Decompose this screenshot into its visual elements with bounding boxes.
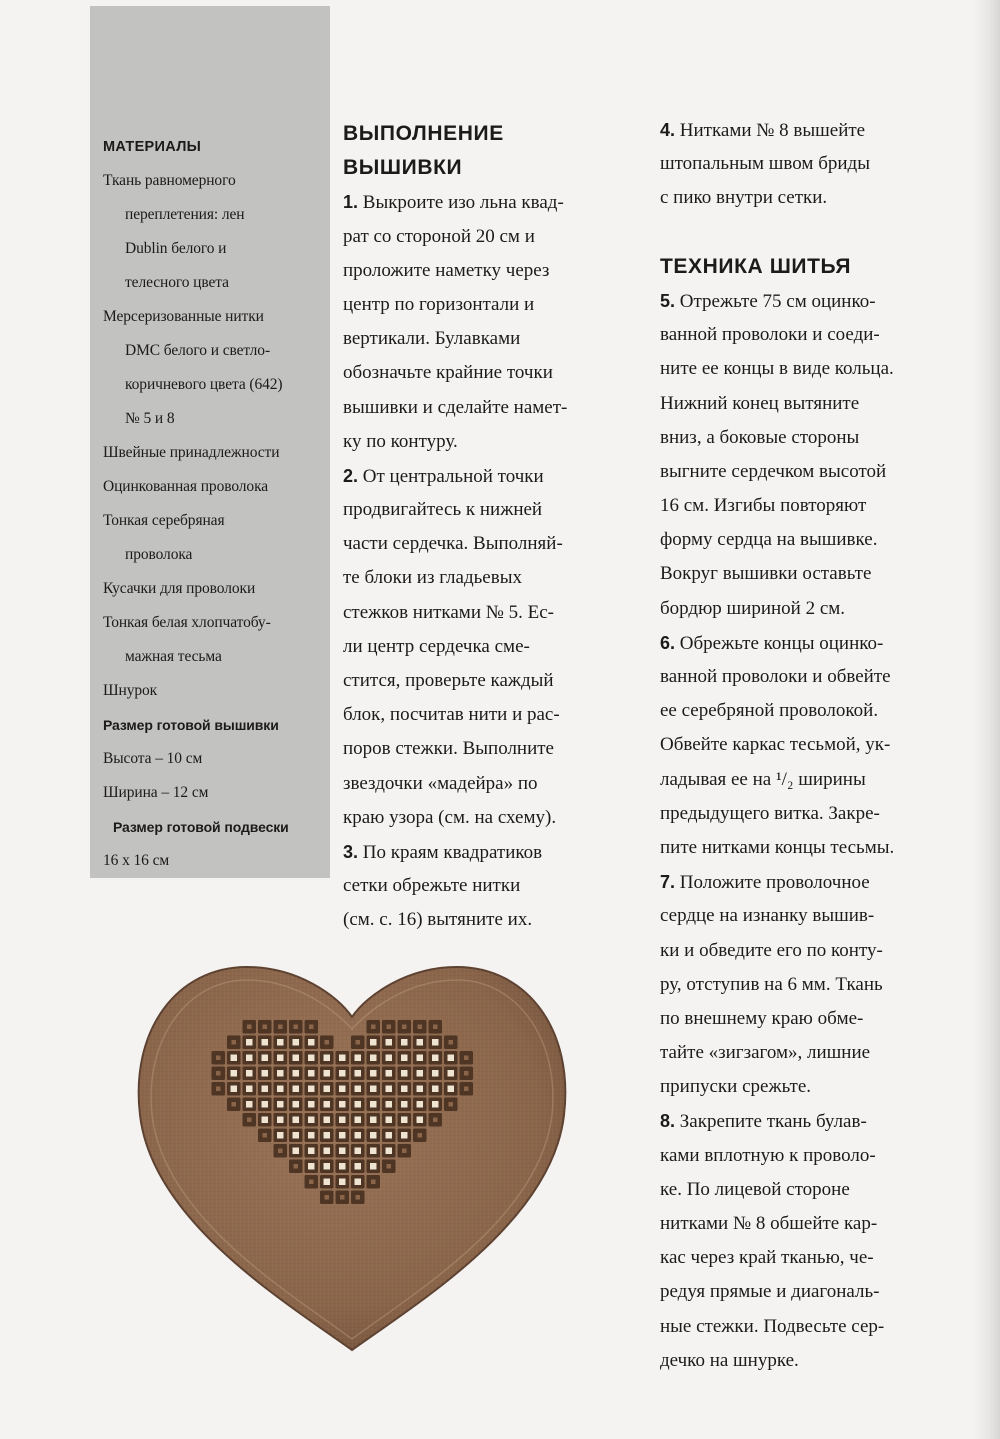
cutwork-hole bbox=[355, 1132, 362, 1139]
cutwork-hole bbox=[278, 1025, 283, 1030]
cutwork-hole bbox=[216, 1087, 221, 1092]
step-line: тайте «зигзагом», лишние bbox=[660, 1042, 871, 1064]
cutwork-hole bbox=[401, 1101, 408, 1108]
cutwork-hole bbox=[246, 1086, 253, 1093]
cutwork-hole bbox=[293, 1070, 300, 1077]
cutwork-hole bbox=[277, 1086, 284, 1093]
step-line: по внешнему краю обме- bbox=[660, 1007, 864, 1029]
cutwork-hole bbox=[386, 1055, 393, 1062]
cutwork-hole bbox=[386, 1132, 393, 1139]
step-line: ладывая ее на ¹/₂ ширины bbox=[660, 768, 866, 790]
cutwork-hole bbox=[340, 1195, 345, 1200]
embroidery-column bbox=[343, 117, 643, 938]
step-line: с пико внутри сетки. bbox=[660, 187, 828, 209]
cutwork-hole bbox=[277, 1070, 284, 1077]
cutwork-hole bbox=[356, 1040, 361, 1045]
cutwork-hole bbox=[324, 1070, 331, 1077]
cutwork-hole bbox=[370, 1055, 377, 1062]
cutwork-hole bbox=[308, 1132, 315, 1139]
cutwork-hole bbox=[370, 1039, 377, 1046]
pendant-size: 16 х 16 см bbox=[103, 852, 170, 869]
cutwork-hole bbox=[386, 1039, 393, 1046]
step-line: ните ее концы в виде кольца. bbox=[660, 358, 894, 380]
cutwork-hole bbox=[216, 1071, 221, 1076]
step-line: припуски срежьте. bbox=[660, 1076, 812, 1098]
cutwork-hole bbox=[324, 1132, 331, 1139]
step-number: 4. bbox=[660, 120, 676, 140]
cutwork-hole bbox=[432, 1070, 439, 1077]
cutwork-hole bbox=[277, 1132, 284, 1139]
cutwork-hole bbox=[448, 1070, 455, 1077]
cutwork-hole bbox=[309, 1180, 314, 1185]
cutwork-hole bbox=[324, 1086, 331, 1093]
embroidery-width: Ширина – 12 см bbox=[103, 784, 209, 801]
material-line: проволока bbox=[125, 546, 193, 563]
cutwork-hole bbox=[262, 1117, 269, 1124]
step-line: ками вплотную к проволо- bbox=[660, 1144, 876, 1166]
material-line: Кусачки для проволоки bbox=[103, 580, 256, 597]
cutwork-hole bbox=[339, 1179, 346, 1186]
cutwork-hole bbox=[417, 1055, 424, 1062]
step-line: ку по контуру. bbox=[343, 430, 458, 452]
cutwork-hole bbox=[262, 1039, 269, 1046]
step-line: 8. Закрепите ткань булав- bbox=[660, 1111, 867, 1133]
material-line: мажная тесьма bbox=[125, 648, 222, 665]
cutwork-hole bbox=[325, 1195, 330, 1200]
cutwork-hole bbox=[308, 1101, 315, 1108]
material-line: Шнурок bbox=[103, 682, 158, 699]
cutwork-hole bbox=[386, 1070, 393, 1077]
cutwork-hole bbox=[277, 1039, 284, 1046]
step-number: 2. bbox=[343, 465, 359, 486]
step-line: 5. Отрежьте 75 см оцинко- bbox=[660, 290, 876, 312]
cutwork-hole bbox=[401, 1117, 408, 1124]
cutwork-hole bbox=[339, 1132, 346, 1139]
cutwork-hole bbox=[339, 1070, 346, 1077]
cutwork-hole bbox=[401, 1086, 408, 1093]
material-line: Ткань равномерного bbox=[103, 172, 236, 189]
cutwork-hole bbox=[293, 1148, 300, 1155]
cutwork-hole bbox=[448, 1055, 455, 1062]
cutwork-hole bbox=[324, 1163, 331, 1170]
step-line: 6. Обрежьте концы оцинко- bbox=[660, 632, 884, 654]
cutwork-hole bbox=[324, 1101, 331, 1108]
cutwork-hole bbox=[246, 1039, 253, 1046]
cutwork-hole bbox=[355, 1117, 362, 1124]
cutwork-hole bbox=[294, 1025, 299, 1030]
cutwork-hole bbox=[464, 1056, 469, 1061]
cutwork-hole bbox=[309, 1025, 314, 1030]
material-line: DMC белого и светло- bbox=[125, 342, 271, 359]
cutwork-hole bbox=[401, 1055, 408, 1062]
cutwork-hole bbox=[370, 1117, 377, 1124]
cutwork-hole bbox=[370, 1148, 377, 1155]
cutwork-hole bbox=[433, 1118, 438, 1123]
cutwork-hole bbox=[308, 1117, 315, 1124]
step-line: 16 см. Изгибы повторяют bbox=[660, 495, 867, 517]
step-line: блок, посчитав нити и рас- bbox=[343, 704, 560, 726]
cutwork-hole bbox=[324, 1117, 331, 1124]
cutwork-hole bbox=[401, 1039, 408, 1046]
cutwork-hole bbox=[308, 1163, 315, 1170]
step-number: 8. bbox=[660, 1111, 676, 1132]
cutwork-hole bbox=[370, 1070, 377, 1077]
step-line: 2. От центральной точки bbox=[343, 465, 544, 487]
step-line: стится, проверьте каждый bbox=[343, 670, 554, 691]
cutwork-hole bbox=[262, 1086, 269, 1093]
materials-box bbox=[90, 6, 330, 878]
cutwork-hole bbox=[402, 1149, 407, 1154]
step-line: (см. с. 16) вытяните их. bbox=[343, 909, 533, 931]
step-line: ванной проволоки и соеди- bbox=[660, 324, 880, 346]
material-line: переплетения: лен bbox=[125, 206, 245, 223]
cutwork-hole bbox=[262, 1070, 269, 1077]
cutwork-hole bbox=[371, 1025, 376, 1030]
step-line: ее серебряной проволокой. bbox=[660, 700, 879, 722]
step-number: 1. bbox=[343, 192, 359, 213]
cutwork-hole bbox=[339, 1101, 346, 1108]
cutwork-hole bbox=[293, 1117, 300, 1124]
cutwork-hole bbox=[277, 1117, 284, 1124]
cutwork-hole bbox=[355, 1179, 362, 1186]
cutwork-hole bbox=[293, 1132, 300, 1139]
cutwork-hole bbox=[216, 1056, 221, 1061]
cutwork-hole bbox=[386, 1086, 393, 1093]
step-line: проложите наметку через bbox=[343, 259, 550, 281]
cutwork-hole bbox=[308, 1070, 315, 1077]
step-line: 3. По краям квадратиков bbox=[343, 841, 543, 863]
cutwork-hole bbox=[387, 1025, 392, 1030]
cutwork-hole bbox=[432, 1101, 439, 1108]
material-line: Швейные принадлежности bbox=[103, 444, 280, 461]
embroidered-heart-photo bbox=[132, 955, 572, 1355]
cutwork-hole bbox=[370, 1086, 377, 1093]
section-heading: ВЫШИВКИ bbox=[343, 156, 463, 180]
cutwork-hole bbox=[246, 1101, 253, 1108]
step-line: ке. По лицевой стороне bbox=[660, 1178, 850, 1200]
cutwork-hole bbox=[432, 1055, 439, 1062]
step-line: ки и обведите его по конту- bbox=[660, 939, 883, 961]
cutwork-hole bbox=[370, 1101, 377, 1108]
step-line: продвигайтесь к нижней bbox=[343, 499, 543, 521]
cutwork-hole bbox=[432, 1039, 439, 1046]
step-line: звездочки «мадейра» по bbox=[343, 772, 538, 794]
cutwork-hole bbox=[418, 1025, 423, 1030]
step-line: вниз, а боковые стороны bbox=[660, 426, 860, 448]
cutwork-hole bbox=[293, 1055, 300, 1062]
materials-title: МАТЕРИАЛЫ bbox=[103, 139, 202, 155]
cutwork-hole bbox=[339, 1055, 346, 1062]
cutwork-hole bbox=[262, 1055, 269, 1062]
cutwork-hole bbox=[402, 1025, 407, 1030]
cutwork-hole bbox=[308, 1039, 315, 1046]
cutwork-hole bbox=[277, 1101, 284, 1108]
step-line: штопальным швом бриды bbox=[660, 153, 870, 175]
cutwork-hole bbox=[401, 1132, 408, 1139]
step-line: сетки обрежьте нитки bbox=[343, 875, 521, 897]
step-number: 3. bbox=[343, 841, 359, 862]
cutwork-hole bbox=[417, 1117, 424, 1124]
step-line: стежков нитками № 5. Ес- bbox=[343, 601, 554, 623]
materials-list bbox=[103, 130, 328, 878]
cutwork-hole bbox=[293, 1086, 300, 1093]
step-line: ли центр сердечка сме- bbox=[343, 635, 530, 657]
step-line: бордюр шириной 2 см. bbox=[660, 597, 846, 619]
cutwork-hole bbox=[231, 1055, 238, 1062]
material-line: Мерсеризованные нитки bbox=[103, 308, 264, 325]
cutwork-hole bbox=[417, 1039, 424, 1046]
sewing-column bbox=[660, 113, 980, 1378]
cutwork-hole bbox=[339, 1117, 346, 1124]
cutwork-hole bbox=[386, 1117, 393, 1124]
cutwork-hole bbox=[432, 1086, 439, 1093]
section-heading: ТЕХНИКА ШИТЬЯ bbox=[660, 254, 852, 278]
cutwork-hole bbox=[293, 1101, 300, 1108]
cutwork-hole bbox=[386, 1148, 393, 1155]
cutwork-hole bbox=[387, 1164, 392, 1169]
cutwork-hole bbox=[246, 1070, 253, 1077]
spacer bbox=[660, 216, 980, 250]
step-line: предыдущего витка. Закре- bbox=[660, 802, 880, 824]
step-line: центр по горизонтали и bbox=[343, 293, 535, 315]
cutwork-hole bbox=[417, 1101, 424, 1108]
step-line: 7. Положите проволочное bbox=[660, 872, 870, 894]
embroidery-size-title: Размер готовой вышивки bbox=[103, 717, 279, 733]
step-line: вышивки и сделайте намет- bbox=[343, 396, 568, 418]
step-line: выгните сердечком высотой bbox=[660, 460, 887, 482]
cutwork-hole bbox=[356, 1195, 361, 1200]
cutwork-hole bbox=[355, 1070, 362, 1077]
cutwork-hole bbox=[247, 1025, 252, 1030]
step-line: обозначьте крайние точки bbox=[343, 362, 553, 384]
material-line: Dublin белого и bbox=[125, 240, 227, 257]
step-line: рат со стороной 20 см и bbox=[343, 225, 535, 247]
cutwork-hole bbox=[417, 1070, 424, 1077]
step-number: 7. bbox=[660, 872, 676, 893]
step-line: форму сердца на вышивке. bbox=[660, 529, 878, 551]
step-number: 6. bbox=[660, 632, 676, 653]
cutwork-hole bbox=[324, 1179, 331, 1186]
cutwork-hole bbox=[355, 1148, 362, 1155]
cutwork-hole bbox=[418, 1133, 423, 1138]
cutwork-hole bbox=[262, 1101, 269, 1108]
cutwork-hole bbox=[308, 1086, 315, 1093]
step-line: ные стежки. Подвесьте сер- bbox=[660, 1315, 885, 1337]
pendant-size-title: Размер готовой подвески bbox=[113, 819, 289, 835]
step-line: Вокруг вышивки оставьте bbox=[660, 563, 872, 585]
cutwork-hole bbox=[370, 1163, 377, 1170]
cutwork-hole bbox=[232, 1040, 237, 1045]
cutwork-hole bbox=[232, 1102, 237, 1107]
cutwork-hole bbox=[339, 1148, 346, 1155]
material-line: коричневого цвета (642) bbox=[125, 376, 283, 393]
cutwork-hole bbox=[324, 1148, 331, 1155]
step-line: ванной проволоки и обвейте bbox=[660, 666, 891, 687]
material-line: № 5 и 8 bbox=[125, 410, 175, 427]
step-line: пите нитками концы тесьмы. bbox=[660, 836, 895, 858]
cutwork-hole bbox=[339, 1163, 346, 1170]
step-line: Нижний конец вытяните bbox=[660, 392, 860, 414]
cutwork-hole bbox=[464, 1071, 469, 1076]
step-line: вертикали. Булавками bbox=[343, 328, 521, 350]
cutwork-hole bbox=[355, 1055, 362, 1062]
cutwork-hole bbox=[293, 1039, 300, 1046]
step-line: Обвейте каркас тесьмой, ук- bbox=[660, 734, 891, 756]
material-line: Тонкая серебряная bbox=[103, 512, 225, 529]
cutwork-hole bbox=[263, 1025, 268, 1030]
cutwork-hole bbox=[325, 1040, 330, 1045]
material-line: Тонкая белая хлопчатобу- bbox=[103, 614, 271, 631]
material-line: телесного цвета bbox=[125, 274, 229, 291]
cutwork-hole bbox=[448, 1086, 455, 1093]
step-line: нитками № 8 обшейте кар- bbox=[660, 1213, 878, 1234]
cutwork-hole bbox=[355, 1101, 362, 1108]
cutwork-hole bbox=[449, 1040, 454, 1045]
cutwork-hole bbox=[308, 1055, 315, 1062]
cutwork-hole bbox=[263, 1133, 268, 1138]
step-line: части сердечка. Выполняй- bbox=[343, 533, 563, 555]
cutwork-hole bbox=[386, 1101, 393, 1108]
step-line: сердце на изнанку вышив- bbox=[660, 905, 875, 927]
cutwork-hole bbox=[231, 1086, 238, 1093]
cutwork-hole bbox=[417, 1086, 424, 1093]
cutwork-hole bbox=[246, 1055, 253, 1062]
cutwork-hole bbox=[371, 1180, 376, 1185]
step-line: кас через край тканью, че- bbox=[660, 1247, 874, 1269]
material-line: Оцинкованная проволока bbox=[103, 478, 269, 495]
cutwork-hole bbox=[355, 1086, 362, 1093]
step-line: поров стежки. Выполните bbox=[343, 738, 554, 760]
cutwork-hole bbox=[464, 1087, 469, 1092]
cutwork-hole bbox=[308, 1148, 315, 1155]
cutwork-hole bbox=[339, 1086, 346, 1093]
step-line: дечко на шнурке. bbox=[660, 1349, 799, 1371]
cutwork-hole bbox=[247, 1118, 252, 1123]
step-line: 4. Нитками № 8 вышейте bbox=[660, 120, 866, 141]
cutwork-hole bbox=[355, 1163, 362, 1170]
cutwork-hole bbox=[370, 1132, 377, 1139]
step-number: 5. bbox=[660, 290, 676, 311]
step-line: ру, отступив на 6 мм. Ткань bbox=[660, 973, 883, 995]
cutwork-hole bbox=[449, 1102, 454, 1107]
cutwork-hole bbox=[324, 1055, 331, 1062]
step-line: те блоки из гладьевых bbox=[343, 567, 522, 589]
cutwork-hole bbox=[277, 1055, 284, 1062]
cutwork-hole bbox=[231, 1070, 238, 1077]
cutwork-hole bbox=[433, 1025, 438, 1030]
step-line: 1. Выкроите изо льна квад- bbox=[343, 192, 564, 214]
cutwork-hole bbox=[278, 1149, 283, 1154]
step-line: редуя прямые и диагональ- bbox=[660, 1281, 880, 1303]
cutwork-hole bbox=[294, 1164, 299, 1169]
embroidery-height: Высота – 10 см bbox=[103, 750, 203, 767]
section-heading: ВЫПОЛНЕНИЕ bbox=[343, 122, 504, 145]
cutwork-hole bbox=[401, 1070, 408, 1077]
step-line: краю узора (см. на схему). bbox=[343, 806, 557, 828]
